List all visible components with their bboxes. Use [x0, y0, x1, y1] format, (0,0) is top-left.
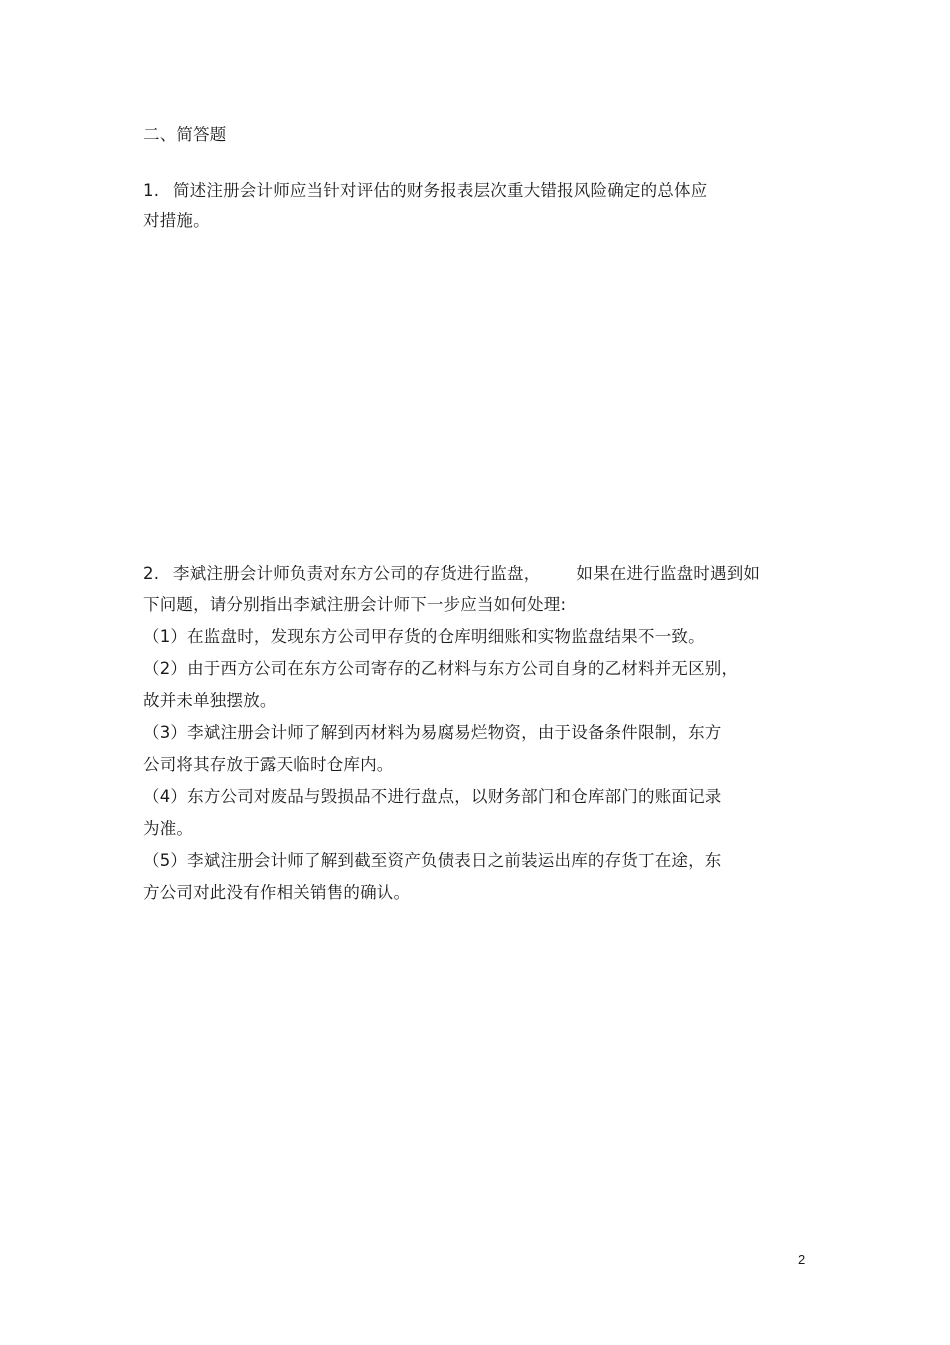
question-2-line-1	[143, 563, 760, 585]
question-2-item-5-line-1: （5）李斌注册会计师了解到截至资产负债表日之前装运出库的存货丁在途，东	[143, 851, 722, 870]
question-2-item-2-line-1: （2）由于西方公司在东方公司寄存的乙材料与东方公司自身的乙材料并无区别，	[143, 659, 739, 678]
question-2-item-4-line-1: （4）东方公司对废品与毁损品不进行盘点，以财务部门和仓库部门的账面记录	[143, 787, 722, 806]
question-2-text-1b: 如果在进行监盘时遇到如	[576, 564, 761, 583]
question-2-item-3-line-1: （3）李斌注册会计师了解到丙材料为易腐易烂物资，由于设备条件限制，东方	[143, 723, 722, 742]
question-2-item-5-line-2: 方公司对此没有作相关销售的确认。	[143, 883, 411, 902]
question-1-text-1: 简述注册会计师应当针对评估的财务报表层次重大错报风险确定的总体应	[173, 181, 708, 200]
question-2-number: 2.	[143, 564, 160, 583]
section-title: 二、简答题	[143, 125, 227, 144]
question-1-number: 1.	[143, 181, 160, 200]
question-1-line-2: 对措施。	[143, 211, 210, 230]
question-2-item-1-line-1: （1）在监盘时，发现东方公司甲存货的仓库明细账和实物监盘结果不一致。	[143, 627, 705, 646]
question-1-line-1	[143, 180, 707, 202]
question-2-item-3-line-2: 公司将其存放于露天临时仓库内。	[143, 755, 394, 774]
question-2-text-1a: 李斌注册会计师负责对东方公司的存货进行监盘，	[173, 564, 541, 583]
page-number: 2	[798, 1252, 806, 1267]
question-2-item-2-line-2: 故并未单独摆放。	[143, 691, 277, 710]
question-2-line-2: 下问题，请分别指出李斌注册会计师下一步应当如何处理:	[143, 595, 567, 614]
question-2-item-4-line-2: 为准。	[143, 819, 194, 838]
